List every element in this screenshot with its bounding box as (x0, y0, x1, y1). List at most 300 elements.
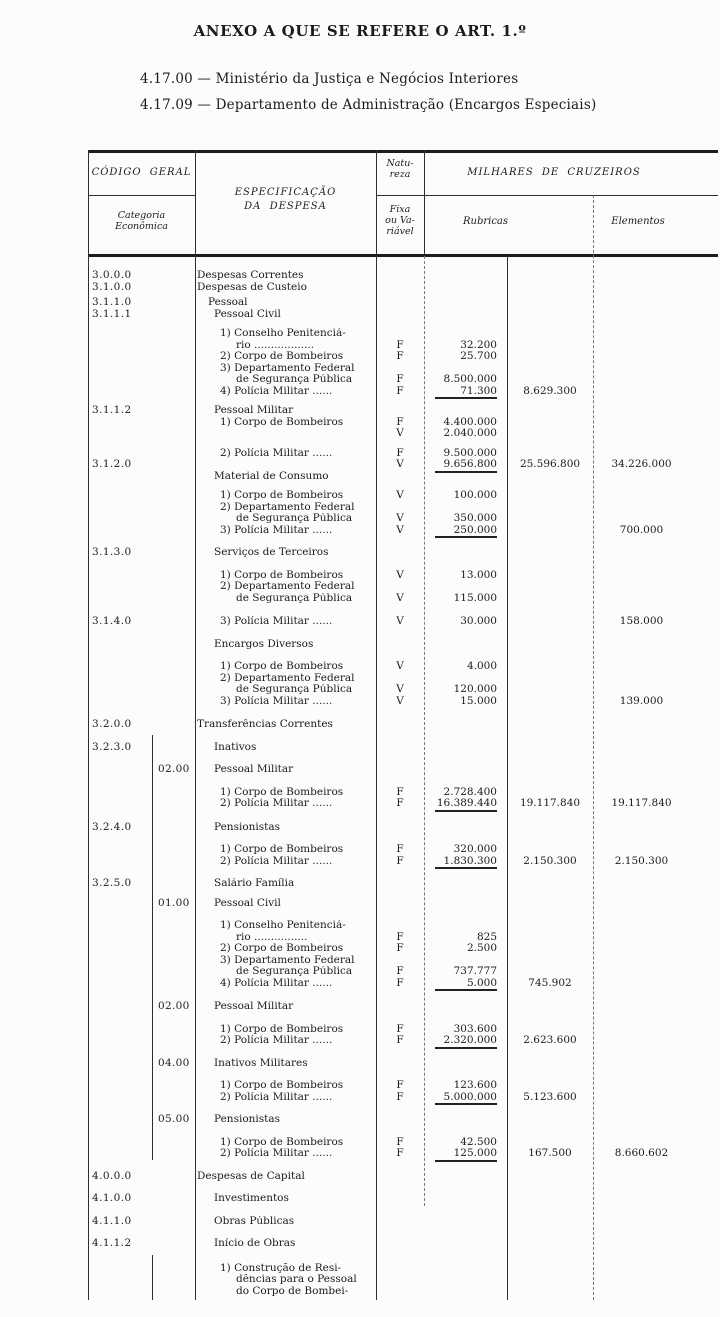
cell-rubricas (507, 966, 593, 978)
cell-elementos (593, 1274, 718, 1286)
cell-rubricas (507, 955, 593, 967)
table-row (88, 351, 718, 363)
cell-especificacao: Investimentos (214, 1193, 289, 1204)
header-elementos: Elementos (611, 216, 665, 227)
cell-sub-code (152, 581, 195, 593)
cell-elementos (593, 428, 718, 440)
cell-especificacao: Encargos Diversos (214, 638, 314, 650)
cell-valor (424, 661, 507, 673)
cell-elementos (593, 898, 718, 910)
cell-sub-code (152, 351, 195, 363)
cell-category-code (88, 764, 152, 776)
cell-category-code (88, 966, 152, 978)
table-body (88, 258, 718, 1297)
cell-especificacao: Obras Públicas (214, 1215, 295, 1227)
table-row (88, 386, 718, 398)
cell-especificacao: de Segurança Pública (236, 966, 353, 977)
table-row (88, 513, 718, 525)
cell-valor (424, 742, 507, 754)
cell-natureza: V (396, 512, 404, 524)
cell-rubricas (507, 639, 593, 651)
cell-especificacao: 1) Conselho Penitenciá- (220, 328, 346, 339)
cell-natureza: F (396, 338, 404, 351)
cell-rubricas: 8.629.300 (523, 384, 577, 397)
cell-natureza: F (396, 1034, 404, 1046)
cell-especificacao: 1) Corpo de Bombeiros (220, 661, 344, 672)
cell-natureza: F (396, 785, 404, 798)
cell-elementos (593, 363, 718, 375)
valor-amount: 2.040.000 (443, 427, 497, 439)
cell-especificacao: de Segurança Pública (236, 513, 353, 524)
cell-especificacao: 3) Departamento Federal (220, 362, 355, 374)
cell-especificacao: 2) Departamento Federal (220, 581, 355, 592)
cell-category-code: 4.1.1.0 (92, 1214, 132, 1227)
cell-category-code: 3.1.1.2 (92, 404, 132, 416)
cell-sub-code (152, 502, 195, 514)
cell-elementos (593, 417, 718, 429)
cell-especificacao: Salário Família (214, 878, 295, 889)
cell-elementos (593, 966, 718, 978)
cell-natureza (376, 898, 424, 910)
table-row (88, 459, 718, 471)
cell-rubricas (507, 696, 593, 708)
cell-elementos (593, 1286, 718, 1298)
valor-amount: 825 (476, 930, 497, 943)
document-subtitles (140, 71, 596, 123)
table-row (88, 1286, 718, 1298)
cell-natureza: V (396, 660, 404, 672)
cell-category-code (88, 696, 152, 708)
cell-category-code (88, 661, 152, 673)
cell-especificacao: 4) Polícia Militar ...... (220, 385, 333, 397)
cell-elementos (593, 878, 718, 890)
cell-valor (424, 1148, 507, 1160)
cell-especificacao: 1) Construção de Resi- (220, 1262, 342, 1274)
cell-elementos (593, 297, 718, 309)
cell-elementos (593, 920, 718, 932)
table-row (88, 878, 718, 890)
cell-category-code (88, 386, 152, 398)
cell-rubricas (507, 593, 593, 605)
cell-sub-code (152, 943, 195, 955)
cell-category-code (88, 856, 152, 868)
header-natureza (376, 158, 424, 180)
table-row (88, 684, 718, 696)
cell-elementos (593, 1263, 718, 1275)
cell-especificacao: 2) Polícia Militar ...... (220, 798, 333, 809)
cell-especificacao: 2) Departamento Federal (220, 672, 355, 684)
table-row (88, 798, 718, 810)
cell-sub-code (152, 1216, 195, 1228)
cell-sub-code (152, 405, 195, 417)
header-natureza-line1: Natu- (386, 158, 414, 169)
cell-sub-code (152, 1080, 195, 1092)
cell-category-code (88, 943, 152, 955)
cell-valor (424, 1035, 507, 1047)
table-row (88, 856, 718, 868)
cell-valor (424, 1216, 507, 1228)
cell-especificacao: 1) Corpo de Bombeiros (220, 786, 344, 798)
cell-valor (424, 1058, 507, 1070)
cell-especificacao: 2) Departamento Federal (220, 501, 355, 513)
cell-especificacao: Pessoal (208, 297, 248, 308)
table-row (88, 270, 718, 282)
cell-especificacao: Pessoal Civil (214, 308, 281, 320)
table-row (88, 639, 718, 651)
cell-elementos (593, 955, 718, 967)
cell-rubricas (507, 363, 593, 375)
cell-sub-code (152, 547, 195, 559)
cell-valor (424, 471, 507, 483)
cell-especificacao: de Segurança Pública (236, 684, 353, 695)
header-rubricas: Rubricas (462, 216, 509, 227)
cell-natureza: F (396, 384, 404, 397)
cell-valor (424, 764, 507, 776)
cell-valor (424, 878, 507, 890)
cell-category-code (88, 1080, 152, 1092)
table-row (88, 764, 718, 776)
cell-category-code (88, 490, 152, 502)
cell-valor (424, 856, 507, 868)
cell-especificacao: 3) Polícia Militar ...... (220, 695, 333, 707)
header-bottom-rule (88, 254, 718, 257)
cell-natureza (376, 581, 424, 593)
valor-amount: 32.200 (460, 338, 497, 351)
header-fixa-line2: ou Va- (385, 215, 415, 226)
cell-natureza (376, 1238, 424, 1250)
cell-valor (424, 1263, 507, 1275)
valor-amount: 15.000 (460, 694, 497, 707)
cell-especificacao: Despesas Correntes (197, 270, 304, 281)
cell-valor (424, 822, 507, 834)
header-mid-rule-right (376, 195, 718, 196)
cell-natureza (376, 405, 424, 417)
cell-natureza: F (396, 1079, 404, 1091)
header-categoria-line1: Categoria (117, 210, 166, 221)
cell-especificacao: Inativos Militares (214, 1057, 308, 1069)
cell-valor (424, 696, 507, 708)
cell-category-code (88, 1058, 152, 1070)
cell-especificacao: Inativos (214, 741, 257, 753)
cell-sub-code (152, 719, 195, 731)
cell-valor (424, 1274, 507, 1286)
table-row (88, 696, 718, 708)
cell-natureza: V (396, 694, 404, 707)
cell-rubricas (507, 742, 593, 754)
table-row (88, 328, 718, 340)
cell-category-code (88, 328, 152, 340)
cell-natureza (376, 719, 424, 731)
cell-elementos: 2.150.300 (614, 854, 669, 867)
cell-rubricas (507, 581, 593, 593)
table-row (88, 1092, 718, 1104)
cell-especificacao: 1) Corpo de Bombeiros (220, 844, 344, 855)
cell-rubricas (507, 417, 593, 429)
cell-natureza (376, 639, 424, 651)
cell-sub-code (152, 459, 195, 471)
cell-especificacao: 2) Polícia Militar ...... (220, 447, 333, 459)
cell-sub-code (152, 696, 195, 708)
cell-elementos (593, 661, 718, 673)
cell-category-code (88, 1137, 152, 1149)
cell-category-code (88, 1286, 152, 1298)
cell-sub-code (152, 1193, 195, 1205)
cell-category-code: 4.1.0.0 (92, 1192, 132, 1204)
cell-sub-code (152, 309, 195, 321)
subtitle-department: 4.17.09 — Departamento de Administração (Encargos Especiais) (140, 97, 597, 113)
cell-natureza: V (396, 427, 404, 439)
valor-amount: 737.777 (453, 965, 497, 977)
cell-natureza (376, 878, 424, 890)
cell-rubricas (507, 570, 593, 582)
cell-category-code (88, 1035, 152, 1047)
header-especificacao (195, 186, 376, 214)
cell-elementos (593, 1238, 718, 1250)
cell-sub-code (152, 822, 195, 834)
table-row (88, 661, 718, 673)
cell-rubricas (507, 282, 593, 294)
cell-sub-code (152, 1238, 195, 1250)
table-row (88, 374, 718, 386)
cell-sub-code (152, 1035, 195, 1047)
cell-category-code (88, 417, 152, 429)
table-row (88, 978, 718, 990)
cell-rubricas: 167.500 (528, 1147, 572, 1159)
cell-especificacao: 1) Corpo de Bombeiros (220, 416, 344, 428)
cell-sub-code (152, 471, 195, 483)
cell-elementos (593, 943, 718, 955)
cell-natureza: V (396, 615, 404, 627)
cell-especificacao: Pessoal Militar (214, 764, 294, 775)
cell-valor (424, 943, 507, 955)
cell-natureza: F (396, 942, 404, 954)
cell-valor (424, 844, 507, 856)
cell-natureza: V (396, 683, 404, 695)
table-row (88, 742, 718, 754)
cell-elementos (593, 593, 718, 605)
cell-valor (424, 309, 507, 321)
cell-especificacao: Despesas de Capital (197, 1170, 305, 1182)
cell-rubricas (507, 309, 593, 321)
valor-amount: 2.500 (466, 942, 497, 954)
cell-natureza: F (396, 930, 404, 943)
cell-category-code (88, 978, 152, 990)
cell-natureza (376, 1274, 424, 1286)
cell-category-code (88, 787, 152, 799)
cell-sub-code (152, 878, 195, 890)
cell-elementos: 8.660.602 (614, 1147, 669, 1159)
table-row (88, 570, 718, 582)
cell-natureza (376, 764, 424, 776)
cell-category-code: 4.1.1.2 (92, 1237, 132, 1249)
cell-elementos (593, 328, 718, 340)
cell-natureza: F (396, 965, 404, 977)
header-fixa-variavel (376, 204, 424, 237)
cell-category-code (88, 1274, 152, 1286)
cell-sub-code (152, 844, 195, 856)
cell-rubricas (507, 340, 593, 352)
table-top-rule (88, 150, 718, 153)
cell-especificacao: Material de Consumo (214, 470, 329, 482)
cell-especificacao: 2) Corpo de Bombeiros (220, 943, 344, 954)
cell-rubricas (507, 328, 593, 340)
cell-especificacao: 1) Corpo de Bombeiros (220, 1080, 344, 1091)
valor-amount: 9.656.800 (435, 459, 497, 471)
cell-valor (424, 1001, 507, 1013)
table-row (88, 581, 718, 593)
cell-sub-code (152, 639, 195, 651)
table-row (88, 616, 718, 628)
cell-elementos (593, 1092, 718, 1104)
cell-sub-code: 02.00 (158, 1000, 190, 1012)
cell-natureza (376, 1286, 424, 1298)
cell-natureza (376, 1193, 424, 1205)
cell-natureza (376, 742, 424, 754)
cell-rubricas (507, 374, 593, 386)
cell-rubricas (507, 1058, 593, 1070)
cell-especificacao: 1) Conselho Penitenciá- (220, 920, 346, 931)
cell-category-code (88, 1024, 152, 1036)
cell-sub-code (152, 1286, 195, 1298)
cell-sub-code (152, 374, 195, 386)
cell-valor (424, 297, 507, 309)
cell-valor (424, 639, 507, 651)
valor-amount: 100.000 (453, 489, 497, 501)
table-row (88, 966, 718, 978)
cell-sub-code (152, 363, 195, 375)
subtitle-ministry: 4.17.00 — Ministério da Justiça e Negócios Interiores (140, 71, 519, 87)
valor-amount: 4.400.000 (443, 415, 497, 428)
cell-elementos (593, 742, 718, 754)
cell-category-code (88, 1148, 152, 1160)
valor-amount: 25.700 (460, 350, 497, 362)
cell-rubricas (507, 1216, 593, 1228)
cell-elementos (593, 639, 718, 651)
cell-category-code (88, 570, 152, 582)
cell-rubricas (507, 1171, 593, 1183)
cell-elementos (593, 1024, 718, 1036)
cell-elementos (593, 309, 718, 321)
cell-category-code (88, 920, 152, 932)
cell-natureza (376, 1216, 424, 1228)
cell-sub-code (152, 1137, 195, 1149)
cell-rubricas (507, 822, 593, 834)
table-row (88, 1171, 718, 1183)
cell-category-code: 3.2.3.0 (92, 740, 132, 753)
cell-natureza (376, 282, 424, 294)
valor-amount: 2.728.400 (443, 785, 497, 798)
cell-natureza (376, 1114, 424, 1126)
cell-rubricas (507, 270, 593, 282)
cell-especificacao: rio .................. (236, 339, 315, 351)
cell-rubricas (507, 616, 593, 628)
cell-elementos (593, 932, 718, 944)
cell-natureza: F (396, 1090, 404, 1103)
cell-valor (424, 978, 507, 990)
cell-valor (424, 1286, 507, 1298)
cell-elementos (593, 270, 718, 282)
cell-sub-code (152, 684, 195, 696)
valor-amount: 1.830.300 (435, 856, 497, 868)
cell-rubricas (507, 1274, 593, 1286)
table-row (88, 1193, 718, 1205)
cell-especificacao: Serviços de Terceiros (214, 547, 329, 558)
cell-valor (424, 1092, 507, 1104)
valor-amount: 42.500 (460, 1135, 497, 1148)
table-row (88, 943, 718, 955)
header-natureza-line2: reza (389, 169, 411, 180)
cell-rubricas: 2.623.600 (523, 1034, 577, 1046)
valor-amount: 30.000 (460, 615, 497, 627)
cell-natureza (376, 1263, 424, 1275)
header-milhares-cruzeiros: MILHARES DE CRUZEIROS (467, 167, 641, 178)
table-row (88, 822, 718, 834)
valor-amount: 123.600 (453, 1079, 497, 1091)
cell-natureza (376, 297, 424, 309)
cell-sub-code: 05.00 (158, 1113, 190, 1125)
cell-elementos (593, 1216, 718, 1228)
cell-valor (424, 351, 507, 363)
table-row (88, 1274, 718, 1286)
cell-rubricas: 745.902 (528, 976, 572, 989)
cell-category-code: 3.1.4.0 (92, 615, 132, 627)
cell-valor (424, 1080, 507, 1092)
cell-valor (424, 1114, 507, 1126)
cell-valor (424, 374, 507, 386)
cell-sub-code (152, 417, 195, 429)
table-row (88, 1035, 718, 1047)
valor-amount: 5.000 (435, 978, 497, 990)
cell-elementos (593, 405, 718, 417)
cell-rubricas: 19.117.840 (519, 797, 581, 809)
cell-elementos: 700.000 (619, 523, 664, 536)
table-row (88, 920, 718, 932)
cell-rubricas (507, 1080, 593, 1092)
header-codigo-geral: CÓDIGO GERAL (91, 167, 192, 178)
cell-elementos (593, 822, 718, 834)
cell-elementos: 34.226.000 (611, 458, 672, 470)
cell-sub-code (152, 1274, 195, 1286)
cell-especificacao (195, 459, 376, 471)
cell-elementos (593, 1193, 718, 1205)
cell-category-code (88, 1092, 152, 1104)
cell-elementos (593, 1171, 718, 1183)
valor-amount: 350.000 (453, 512, 497, 524)
cell-natureza: F (396, 415, 404, 428)
budget-table (88, 150, 718, 1312)
cell-natureza: F (396, 350, 404, 362)
cell-natureza: F (396, 854, 404, 867)
cell-especificacao: 2) Polícia Militar ...... (220, 1091, 333, 1103)
valor-amount: 71.300 (435, 386, 497, 398)
cell-rubricas (507, 1263, 593, 1275)
cell-valor (424, 898, 507, 910)
cell-valor (424, 593, 507, 605)
cell-category-code (88, 932, 152, 944)
cell-natureza (376, 309, 424, 321)
table-row (88, 1001, 718, 1013)
cell-especificacao: Pessoal Militar (214, 1001, 294, 1012)
table-row (88, 1080, 718, 1092)
cell-rubricas (507, 490, 593, 502)
cell-sub-code (152, 742, 195, 754)
cell-category-code (88, 525, 152, 537)
cell-sub-code: 01.00 (158, 896, 190, 909)
table-row (88, 547, 718, 559)
cell-rubricas (507, 932, 593, 944)
cell-valor (424, 459, 507, 471)
cell-valor (424, 966, 507, 978)
